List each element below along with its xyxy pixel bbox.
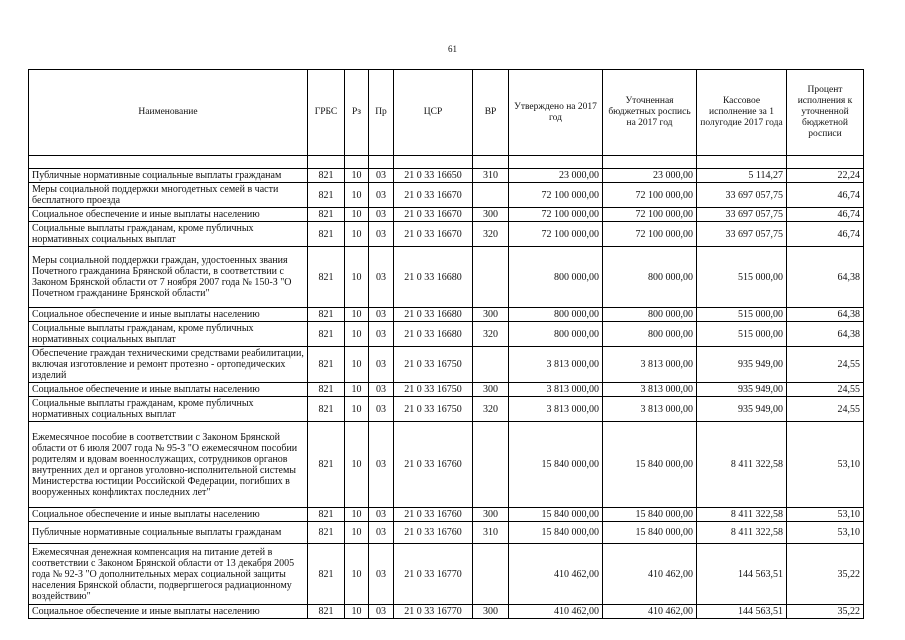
- cell-grbs: 821: [308, 397, 345, 422]
- cell-cash: 935 949,00: [697, 397, 787, 422]
- cell-csr: 21 0 33 16680: [394, 247, 473, 308]
- table-row: [29, 544, 864, 605]
- cell-percent: 46,74: [787, 183, 864, 208]
- cell-vr: 300: [473, 605, 509, 619]
- cell-percent: 64,38: [787, 322, 864, 347]
- header-percent: Процент исполнения к уточненной бюджетной росписи: [787, 70, 864, 156]
- cell-pr: 03: [369, 397, 394, 422]
- table-row: [29, 508, 864, 522]
- cell-pr: 03: [369, 247, 394, 308]
- cell-vr: 300: [473, 208, 509, 222]
- cell-csr: 21 0 33 16680: [394, 322, 473, 347]
- cell-cash: 144 563,51: [697, 544, 787, 605]
- cell-pr: 03: [369, 322, 394, 347]
- cell-pr: 03: [369, 605, 394, 619]
- cell-refined: 3 813 000,00: [603, 397, 697, 422]
- cell-approved: 72 100 000,00: [509, 222, 603, 247]
- cell-cash: 515 000,00: [697, 308, 787, 322]
- cell-refined: 800 000,00: [603, 308, 697, 322]
- cell-cash: 935 949,00: [697, 347, 787, 383]
- cell-vr: [473, 422, 509, 508]
- cell-refined: 3 813 000,00: [603, 347, 697, 383]
- table-row: [29, 222, 864, 247]
- cell-name: Ежемесячное пособие в соответствии с Законом Брянской области от 6 июля 2007 года № 95-З "О ежемесячном пособии родителям и вдовам военнослужащих, сотрудников органов внутренних дел и органов уголовно-исполнительной системы Министерства юстиции Российской Федерации, погибших в вооруженных конфликтах последних лет": [29, 422, 308, 508]
- cell-rz: 10: [345, 383, 369, 397]
- cell-pr: 03: [369, 183, 394, 208]
- cell-vr: [473, 247, 509, 308]
- cell-rz: 10: [345, 183, 369, 208]
- cell-rz: 10: [345, 397, 369, 422]
- cell-refined: 72 100 000,00: [603, 208, 697, 222]
- cell-grbs: 821: [308, 383, 345, 397]
- cell-refined: 15 840 000,00: [603, 508, 697, 522]
- cell-csr: 21 0 33 16760: [394, 508, 473, 522]
- table-row: [29, 247, 864, 308]
- cell-pr: 03: [369, 508, 394, 522]
- cell-grbs: 821: [308, 422, 345, 508]
- cell-percent: 53,10: [787, 508, 864, 522]
- header-grbs: ГРБС: [308, 70, 345, 156]
- cell-grbs: 821: [308, 308, 345, 322]
- cell-vr: 300: [473, 508, 509, 522]
- cell-name: Социальные выплаты гражданам, кроме публичных нормативных социальных выплат: [29, 397, 308, 422]
- cell-rz: 10: [345, 322, 369, 347]
- cell-csr: 21 0 33 16670: [394, 222, 473, 247]
- cell-grbs: 821: [308, 169, 345, 183]
- cell-name: Социальное обеспечение и иные выплаты населению: [29, 383, 308, 397]
- table-row: [29, 308, 864, 322]
- spacer-row: [29, 156, 864, 169]
- cell-csr: 21 0 33 16750: [394, 347, 473, 383]
- cell-percent: 22,24: [787, 169, 864, 183]
- cell-pr: 03: [369, 222, 394, 247]
- cell-csr: 21 0 33 16680: [394, 308, 473, 322]
- cell-approved: 800 000,00: [509, 322, 603, 347]
- cell-rz: 10: [345, 422, 369, 508]
- cell-csr: 21 0 33 16760: [394, 422, 473, 508]
- cell-percent: 53,10: [787, 422, 864, 508]
- cell-pr: 03: [369, 169, 394, 183]
- cell-cash: 8 411 322,58: [697, 522, 787, 544]
- cell-cash: 935 949,00: [697, 383, 787, 397]
- cell-csr: 21 0 33 16750: [394, 383, 473, 397]
- cell-cash: 33 697 057,75: [697, 222, 787, 247]
- cell-csr: 21 0 33 16650: [394, 169, 473, 183]
- cell-name: Социальные выплаты гражданам, кроме публичных нормативных социальных выплат: [29, 222, 308, 247]
- cell-rz: 10: [345, 247, 369, 308]
- header-refined: Уточненная бюджетных роспись на 2017 год: [603, 70, 697, 156]
- cell-cash: 8 411 322,58: [697, 422, 787, 508]
- cell-rz: 10: [345, 347, 369, 383]
- cell-grbs: 821: [308, 247, 345, 308]
- header-vr: ВР: [473, 70, 509, 156]
- cell-rz: 10: [345, 605, 369, 619]
- cell-refined: 800 000,00: [603, 322, 697, 347]
- cell-refined: 15 840 000,00: [603, 522, 697, 544]
- cell-pr: 03: [369, 522, 394, 544]
- cell-cash: 33 697 057,75: [697, 208, 787, 222]
- cell-vr: 300: [473, 383, 509, 397]
- header-csr: ЦСР: [394, 70, 473, 156]
- cell-csr: 21 0 33 16770: [394, 544, 473, 605]
- cell-vr: 320: [473, 222, 509, 247]
- cell-grbs: 821: [308, 508, 345, 522]
- header-pr: Пр: [369, 70, 394, 156]
- cell-vr: 300: [473, 308, 509, 322]
- cell-name: Меры социальной поддержки граждан, удостоенных звания Почетного гражданина Брянской области, в соответствии с Законом Брянской области от 7 ноября 2007 года № 150-З "О Почетном гражданине Брянской области": [29, 247, 308, 308]
- cell-percent: 24,55: [787, 383, 864, 397]
- cell-percent: 24,55: [787, 397, 864, 422]
- cell-approved: 410 462,00: [509, 605, 603, 619]
- cell-approved: 3 813 000,00: [509, 347, 603, 383]
- cell-name: Социальное обеспечение и иные выплаты населению: [29, 208, 308, 222]
- cell-name: Меры социальной поддержки многодетных семей в части бесплатного проезда: [29, 183, 308, 208]
- cell-vr: 320: [473, 397, 509, 422]
- cell-vr: [473, 347, 509, 383]
- table-row: [29, 605, 864, 619]
- table-body: [29, 156, 864, 619]
- cell-name: Публичные нормативные социальные выплаты гражданам: [29, 522, 308, 544]
- cell-csr: 21 0 33 16670: [394, 208, 473, 222]
- cell-approved: 800 000,00: [509, 247, 603, 308]
- cell-grbs: 821: [308, 605, 345, 619]
- cell-percent: 64,38: [787, 308, 864, 322]
- table-row: [29, 383, 864, 397]
- cell-rz: 10: [345, 208, 369, 222]
- cell-cash: 515 000,00: [697, 322, 787, 347]
- cell-pr: 03: [369, 544, 394, 605]
- cell-vr: 310: [473, 169, 509, 183]
- cell-percent: 46,74: [787, 222, 864, 247]
- cell-percent: 35,22: [787, 544, 864, 605]
- cell-approved: 800 000,00: [509, 308, 603, 322]
- cell-approved: 410 462,00: [509, 544, 603, 605]
- table-row: [29, 522, 864, 544]
- cell-name: Социальное обеспечение и иные выплаты населению: [29, 308, 308, 322]
- table-row: [29, 422, 864, 508]
- cell-refined: 3 813 000,00: [603, 383, 697, 397]
- cell-percent: 46,74: [787, 208, 864, 222]
- cell-refined: 72 100 000,00: [603, 222, 697, 247]
- cell-name: Социальное обеспечение и иные выплаты населению: [29, 508, 308, 522]
- table-row: [29, 183, 864, 208]
- cell-grbs: 821: [308, 347, 345, 383]
- cell-cash: 8 411 322,58: [697, 508, 787, 522]
- header-approved: Утверждено на 2017 год: [509, 70, 603, 156]
- cell-refined: 72 100 000,00: [603, 183, 697, 208]
- header-row: [29, 70, 864, 156]
- cell-name: Обеспечение граждан техническими средствами реабилитации, включая изготовление и ремонт протезно - ортопедических изделий: [29, 347, 308, 383]
- cell-refined: 410 462,00: [603, 605, 697, 619]
- cell-name: Публичные нормативные социальные выплаты гражданам: [29, 169, 308, 183]
- cell-approved: 3 813 000,00: [509, 383, 603, 397]
- cell-csr: 21 0 33 16770: [394, 605, 473, 619]
- cell-refined: 23 000,00: [603, 169, 697, 183]
- cell-pr: 03: [369, 308, 394, 322]
- cell-csr: 21 0 33 16670: [394, 183, 473, 208]
- header-rz: Рз: [345, 70, 369, 156]
- header-cash: Кассовое исполнение за 1 полугодие 2017 года: [697, 70, 787, 156]
- cell-approved: 15 840 000,00: [509, 508, 603, 522]
- cell-approved: 3 813 000,00: [509, 397, 603, 422]
- cell-approved: 15 840 000,00: [509, 422, 603, 508]
- cell-rz: 10: [345, 308, 369, 322]
- cell-grbs: 821: [308, 222, 345, 247]
- cell-percent: 24,55: [787, 347, 864, 383]
- cell-approved: 23 000,00: [509, 169, 603, 183]
- cell-grbs: 821: [308, 522, 345, 544]
- budget-execution-table: [28, 69, 864, 619]
- cell-grbs: 821: [308, 183, 345, 208]
- cell-cash: 5 114,27: [697, 169, 787, 183]
- cell-cash: 144 563,51: [697, 605, 787, 619]
- cell-pr: 03: [369, 347, 394, 383]
- table-row: [29, 208, 864, 222]
- table-row: [29, 169, 864, 183]
- cell-name: Ежемесячная денежная компенсация на питание детей в соответствии с Законом Брянской области от 13 декабря 2005 года № 92-З "О дополнительных мерах социальной защиты населения Брянской области, подвергшегося радиационному воздействию": [29, 544, 308, 605]
- cell-vr: 310: [473, 522, 509, 544]
- cell-refined: 15 840 000,00: [603, 422, 697, 508]
- cell-rz: 10: [345, 522, 369, 544]
- cell-percent: 53,10: [787, 522, 864, 544]
- cell-vr: [473, 544, 509, 605]
- cell-rz: 10: [345, 544, 369, 605]
- cell-vr: 320: [473, 322, 509, 347]
- page-number: 61: [448, 44, 457, 54]
- cell-csr: 21 0 33 16750: [394, 397, 473, 422]
- cell-name: Социальные выплаты гражданам, кроме публичных нормативных социальных выплат: [29, 322, 308, 347]
- cell-grbs: 821: [308, 208, 345, 222]
- table-row: [29, 397, 864, 422]
- table-row: [29, 347, 864, 383]
- cell-percent: 35,22: [787, 605, 864, 619]
- cell-refined: 410 462,00: [603, 544, 697, 605]
- cell-pr: 03: [369, 383, 394, 397]
- cell-percent: 64,38: [787, 247, 864, 308]
- cell-rz: 10: [345, 508, 369, 522]
- cell-cash: 33 697 057,75: [697, 183, 787, 208]
- cell-csr: 21 0 33 16760: [394, 522, 473, 544]
- cell-approved: 15 840 000,00: [509, 522, 603, 544]
- cell-vr: [473, 183, 509, 208]
- cell-refined: 800 000,00: [603, 247, 697, 308]
- cell-approved: 72 100 000,00: [509, 208, 603, 222]
- cell-rz: 10: [345, 222, 369, 247]
- cell-approved: 72 100 000,00: [509, 183, 603, 208]
- cell-cash: 515 000,00: [697, 247, 787, 308]
- cell-pr: 03: [369, 422, 394, 508]
- cell-rz: 10: [345, 169, 369, 183]
- cell-grbs: 821: [308, 322, 345, 347]
- header-name: Наименование: [29, 70, 308, 156]
- cell-pr: 03: [369, 208, 394, 222]
- table-row: [29, 322, 864, 347]
- cell-name: Социальное обеспечение и иные выплаты населению: [29, 605, 308, 619]
- cell-grbs: 821: [308, 544, 345, 605]
